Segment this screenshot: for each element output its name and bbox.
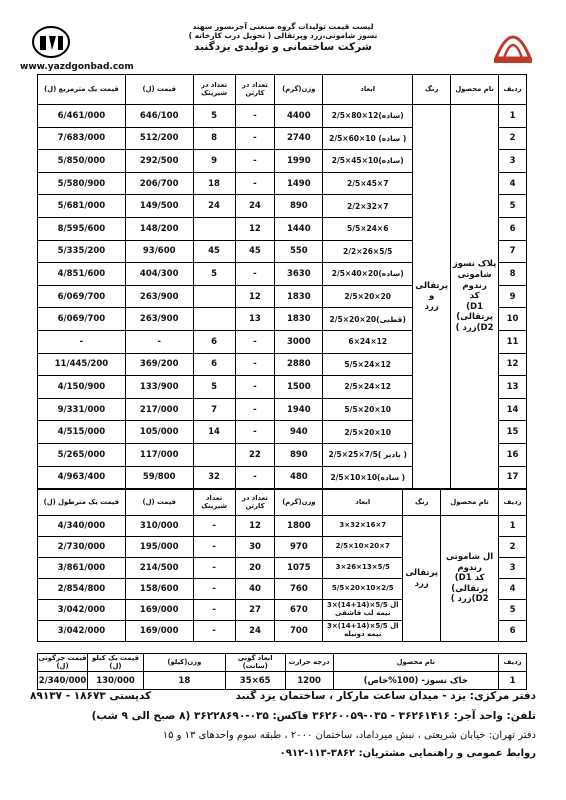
cell-dims: 3×(14+14)×5/5 ال نیمه دونیله bbox=[323, 621, 403, 642]
table-header-row bbox=[38, 490, 527, 516]
cell-carton: 12 bbox=[235, 217, 275, 240]
product-name-line: پلاک نسوز bbox=[452, 259, 497, 270]
col-product: نام محصول bbox=[451, 75, 499, 105]
cell-price: 59/800 bbox=[125, 466, 193, 489]
cell-strip: - bbox=[193, 516, 235, 537]
cell-dims: 2/5×80×12(ساده) bbox=[323, 105, 413, 128]
cell-price: 169/000 bbox=[125, 600, 193, 621]
cell-row: 5 bbox=[499, 195, 527, 218]
cell-price-kg: 130/000 bbox=[88, 672, 144, 690]
cell-price: 214/500 bbox=[125, 558, 193, 579]
cell-dims: 2/5×20×20 bbox=[323, 285, 413, 308]
cell-row: 7 bbox=[499, 240, 527, 263]
cell-price-m: 6/461/000 bbox=[38, 105, 126, 128]
cell-weight: 970 bbox=[275, 537, 323, 558]
col-product: نام محصول bbox=[333, 654, 499, 672]
cell-product bbox=[451, 105, 499, 489]
color-name-line: پرتقالی bbox=[405, 567, 439, 578]
iso-standard-logo-icon bbox=[30, 24, 72, 60]
cell-weight: 1440 bbox=[275, 217, 323, 240]
product-name-line: ال شاموتی bbox=[446, 551, 494, 562]
cell-price-m: 4/340/000 bbox=[38, 516, 126, 537]
yazdgonbad-logo-icon bbox=[488, 20, 538, 66]
cell-strip: 6 bbox=[193, 330, 235, 353]
col-price-m: قیمت یک مترطول (ل) bbox=[38, 490, 126, 516]
cell-strip: - bbox=[193, 537, 235, 558]
color-name-line: زرد bbox=[424, 301, 439, 312]
cell-dims: 2/5×45×10(ساده) bbox=[323, 150, 413, 173]
cell-dims: 3×(14+14)×5/5 ال نیمه لب قاشقی bbox=[323, 600, 403, 621]
cell-weight: 3000 bbox=[275, 330, 323, 353]
head-office-address: دفتر مرکزی: یزد - میدان ساعت مارکار ، ساختمان یزد گنبد bbox=[235, 690, 536, 702]
cell-strip bbox=[193, 308, 235, 331]
cell-price: 195/000 bbox=[125, 537, 193, 558]
col-price-bag: قیمت جرگونی (ل) bbox=[38, 654, 87, 670]
cell-dims: 5/5×24×12 bbox=[323, 353, 413, 376]
col-deg: درجه حرارت bbox=[285, 654, 333, 672]
cell-weight: 1800 bbox=[275, 516, 323, 537]
col-carton: تعداد در کارتن bbox=[235, 490, 275, 516]
cell-dims: 3×26×13×5/5 bbox=[323, 558, 403, 579]
cell-row: 12 bbox=[499, 353, 527, 376]
cell-dims: 6×24×12 bbox=[323, 330, 413, 353]
cell-row: 15 bbox=[499, 421, 527, 444]
cell-price-m: - bbox=[38, 330, 126, 353]
cell-price-m: 4/515/000 bbox=[38, 421, 126, 444]
color-name-line: زرد bbox=[414, 578, 429, 589]
cell-row: 6 bbox=[499, 621, 527, 642]
cell-strip: 7 bbox=[193, 398, 235, 421]
col-dims: ابعاد bbox=[323, 490, 403, 516]
cell-price-m: 2/730/000 bbox=[38, 537, 126, 558]
cell-price-m: 4/963/400 bbox=[38, 466, 126, 489]
cell-carton: 30 bbox=[235, 537, 275, 558]
color-name-line: پرتقالی bbox=[415, 280, 449, 291]
cell-strip: - bbox=[193, 600, 235, 621]
cell-dims: 2/5×45×7 bbox=[323, 172, 413, 195]
cell-price-m: 3/042/000 bbox=[38, 600, 126, 621]
fireclay-price-table bbox=[37, 653, 527, 690]
cell-carton: - bbox=[235, 150, 275, 173]
cell-price-m: 8/595/600 bbox=[38, 217, 126, 240]
product-name-line: رندوم bbox=[462, 280, 487, 291]
corner-price-table bbox=[37, 489, 527, 642]
cell-dims: 2/5×10×20×7 bbox=[323, 537, 403, 558]
cell-weight: 1830 bbox=[275, 285, 323, 308]
postal-code: کدپستی ۱۸۶۷۳ - ۸۹۱۳۷ bbox=[30, 690, 152, 702]
cell-row: 4 bbox=[499, 172, 527, 195]
cell-price: 263/900 bbox=[125, 285, 193, 308]
cell-color bbox=[413, 105, 451, 489]
cell-weight: 700 bbox=[275, 621, 323, 642]
cell-row: 17 bbox=[499, 466, 527, 489]
cell-price: 292/500 bbox=[125, 150, 193, 173]
cell-carton: - bbox=[235, 263, 275, 286]
table-row bbox=[38, 672, 527, 690]
col-weight: وزن(کیلو) bbox=[143, 654, 225, 672]
cell-dims: 3×32×16×7 bbox=[323, 516, 403, 537]
cell-row: 14 bbox=[499, 398, 527, 421]
cell-dims: 2/2×32×7 bbox=[323, 195, 413, 218]
cell-dims: 2/2×26×5/5 bbox=[323, 240, 413, 263]
cell-price: 512/200 bbox=[125, 127, 193, 150]
cell-price: - bbox=[125, 330, 193, 353]
cell-weight: 760 bbox=[275, 579, 323, 600]
cell-color bbox=[403, 516, 441, 642]
col-row: ردیف bbox=[499, 654, 527, 672]
cell-price-m: 9/331/000 bbox=[38, 398, 126, 421]
cell-price-m: 11/445/200 bbox=[38, 353, 126, 376]
table-header-row bbox=[38, 75, 527, 105]
cell-dims: 2/5×25×7/5( بادبر ) bbox=[323, 443, 413, 466]
cell-strip: 14 bbox=[193, 421, 235, 444]
cell-carton: 40 bbox=[235, 579, 275, 600]
col-color: رنگ bbox=[413, 75, 451, 105]
cell-strip: 6 bbox=[193, 353, 235, 376]
cell-price-m: 6/069/700 bbox=[38, 308, 126, 331]
cell-price: 263/900 bbox=[125, 308, 193, 331]
cell-price-m: 3/042/000 bbox=[38, 621, 126, 642]
cell-price: 93/600 bbox=[125, 240, 193, 263]
cell-deg: 1200 bbox=[285, 672, 333, 690]
cell-weight: 550 bbox=[275, 240, 323, 263]
cell-strip: 32 bbox=[193, 466, 235, 489]
cell-price: 310/000 bbox=[125, 516, 193, 537]
cell-weight: 3630 bbox=[275, 263, 323, 286]
cell-carton: 45 bbox=[235, 240, 275, 263]
product-name-line: D2)زرد ) bbox=[455, 323, 494, 334]
cell-price-m: 5/580/900 bbox=[38, 172, 126, 195]
cell-carton: 12 bbox=[235, 285, 275, 308]
cell-carton: 24 bbox=[235, 195, 275, 218]
cell-price: 169/000 bbox=[125, 621, 193, 642]
cell-price-bag: 2/340/000 bbox=[38, 672, 88, 690]
header-text bbox=[90, 22, 476, 54]
cell-weight: 2740 bbox=[275, 127, 323, 150]
cell-price-m: 4/851/600 bbox=[38, 263, 126, 286]
product-name-line: کد D1) bbox=[454, 573, 485, 584]
cell-row: 13 bbox=[499, 376, 527, 399]
header-line-1: لیست قیمت تولیدات گروه صنعتی آجرنسوز سهند bbox=[192, 22, 374, 31]
cell-weight: 1490 bbox=[275, 172, 323, 195]
contact-footer bbox=[30, 690, 536, 766]
page-header bbox=[20, 20, 546, 72]
col-carton: تعداد در کارتن bbox=[235, 75, 275, 105]
cell-weight: 480 bbox=[275, 466, 323, 489]
col-row: ردیف bbox=[499, 75, 527, 105]
cell-row: 9 bbox=[499, 285, 527, 308]
cell-row: 11 bbox=[499, 330, 527, 353]
header-line-2: نسوز شاموتی،زرد وپرتقالی ( تحویل درب کارخانه ) bbox=[188, 31, 378, 41]
cell-carton: - bbox=[235, 466, 275, 489]
col-color: رنگ bbox=[403, 490, 441, 516]
cell-weight: 670 bbox=[275, 600, 323, 621]
cell-row: 2 bbox=[499, 537, 527, 558]
cell-row: 2 bbox=[499, 127, 527, 150]
cell-price-m: 5/850/000 bbox=[38, 150, 126, 173]
cell-weight: 940 bbox=[275, 421, 323, 444]
cell-carton: - bbox=[235, 376, 275, 399]
cell-carton: 22 bbox=[235, 443, 275, 466]
cell-carton: 13 bbox=[235, 308, 275, 331]
cell-row: 1 bbox=[499, 516, 527, 537]
col-price: قیمت (ل) bbox=[125, 490, 193, 516]
cell-row: 16 bbox=[499, 443, 527, 466]
cell-strip: 8 bbox=[193, 127, 235, 150]
cell-carton: - bbox=[235, 127, 275, 150]
cell-strip bbox=[193, 217, 235, 240]
cell-price-m: 6/069/700 bbox=[38, 285, 126, 308]
cell-product bbox=[441, 516, 499, 642]
cell-product: خاک نسوز- (100%خاص) bbox=[333, 672, 499, 690]
cell-carton: 24 bbox=[235, 621, 275, 642]
cell-dims: 2/5×20×10 bbox=[323, 421, 413, 444]
cell-price-m: 5/681/000 bbox=[38, 195, 126, 218]
cell-price-m: 2/854/800 bbox=[38, 579, 126, 600]
cell-price: 217/000 bbox=[125, 398, 193, 421]
cell-carton: - bbox=[235, 172, 275, 195]
cell-carton: 27 bbox=[235, 600, 275, 621]
cell-dims: 2/5×24×12 bbox=[323, 376, 413, 399]
cell-price: 105/000 bbox=[125, 421, 193, 444]
cell-weight: 2880 bbox=[275, 353, 323, 376]
cell-weight: 1830 bbox=[275, 308, 323, 331]
cell-strip: 18 bbox=[193, 172, 235, 195]
product-name-line: پرتقالی) bbox=[451, 583, 488, 594]
col-product: نام محصول bbox=[441, 490, 499, 516]
cell-row: 3 bbox=[499, 558, 527, 579]
cell-weight: 1500 bbox=[275, 376, 323, 399]
cell-row: 5 bbox=[499, 600, 527, 621]
customer-service-line: روابط عمومی و راهنمایی مشتریان: ۳۸۶۲-۱۱۳-۰۹۱۲ bbox=[279, 748, 536, 759]
cell-strip: 45 bbox=[193, 240, 235, 263]
product-name-line: کد bbox=[469, 291, 480, 302]
cell-price-m: 7/683/000 bbox=[38, 127, 126, 150]
cell-price-m: 5/335/200 bbox=[38, 240, 126, 263]
cell-row: 6 bbox=[499, 217, 527, 240]
product-name-line: D2)زرد ) bbox=[450, 594, 489, 605]
cell-carton: - bbox=[235, 105, 275, 128]
company-name: شرکت ساختمانی و تولیدی یزدگنبد bbox=[194, 40, 372, 53]
product-name-line: D1) bbox=[466, 301, 484, 312]
cell-price-m: 5/265/000 bbox=[38, 443, 126, 466]
cell-row: 10 bbox=[499, 308, 527, 331]
cell-weight: 890 bbox=[275, 195, 323, 218]
col-price-kg: قیمت یک کیلو (ل) bbox=[88, 654, 144, 672]
cell-dims: 2/5×10×10(ساده ) bbox=[323, 466, 413, 489]
cell-price-m: 3/861/000 bbox=[38, 558, 126, 579]
col-dims: ابعاد bbox=[323, 75, 413, 105]
col-weight: وزن(گرم) bbox=[275, 490, 323, 516]
product-name-line: رندوم bbox=[457, 562, 482, 573]
cell-weight: 1075 bbox=[275, 558, 323, 579]
head-office-line bbox=[30, 690, 536, 710]
cell-price: 369/200 bbox=[125, 353, 193, 376]
website-link[interactable]: www.yazdgonbad.com bbox=[20, 62, 134, 72]
col-row: ردیف bbox=[499, 490, 527, 516]
cell-price: 404/300 bbox=[125, 263, 193, 286]
cell-price: 646/100 bbox=[125, 105, 193, 128]
cell-strip: - bbox=[193, 621, 235, 642]
cell-weight: 18 bbox=[143, 672, 225, 690]
cell-dims: 2/5×60×10 (ساده ) bbox=[323, 127, 413, 150]
table-header-row bbox=[38, 654, 527, 672]
cell-carton: - bbox=[235, 330, 275, 353]
cell-carton: - bbox=[235, 353, 275, 376]
cell-weight: 1940 bbox=[275, 398, 323, 421]
cell-price-m: 4/150/900 bbox=[38, 376, 126, 399]
cell-strip: - bbox=[193, 558, 235, 579]
table-row bbox=[38, 105, 527, 128]
tehran-office-line: دفتر تهران: خیابان شریعتی ، نبش میرداماد، ساختمان ۲۰۰۰ ، طبقه سوم واحدهای ۱۳ و ۱۵ bbox=[162, 730, 536, 741]
col-strip: تعداد در شیرینک bbox=[193, 75, 235, 105]
cell-row: 8 bbox=[499, 263, 527, 286]
cell-weight: 4400 bbox=[275, 105, 323, 128]
col-dims: ابعاد گونی (سانت) bbox=[225, 654, 285, 672]
cell-strip: - bbox=[193, 579, 235, 600]
col-price: قیمت (ل) bbox=[125, 75, 193, 105]
cell-strip: 5 bbox=[193, 105, 235, 128]
cell-row: 1 bbox=[499, 672, 527, 690]
cell-dims: 2/5×40×20(ساده) bbox=[323, 263, 413, 286]
color-name-line: و bbox=[429, 291, 435, 302]
cell-strip: 24 bbox=[193, 195, 235, 218]
cell-dims: 5/5×20×10 bbox=[323, 398, 413, 421]
product-name-line: پرتقالی) bbox=[456, 312, 493, 323]
cell-dims: 5/5×24×6 bbox=[323, 217, 413, 240]
cell-price: 158/600 bbox=[125, 579, 193, 600]
cell-weight: 1990 bbox=[275, 150, 323, 173]
cell-price: 149/500 bbox=[125, 195, 193, 218]
cell-price: 133/900 bbox=[125, 376, 193, 399]
cell-price: 117/000 bbox=[125, 443, 193, 466]
cell-dims: 65×35 bbox=[225, 672, 285, 690]
cell-carton: 20 bbox=[235, 558, 275, 579]
product-name-line: شاموتی bbox=[457, 269, 492, 280]
cell-price: 206/700 bbox=[125, 172, 193, 195]
cell-dims: 5/5×20×10×2/5 bbox=[323, 579, 403, 600]
cell-dims: 2/5×20×20(قطبی) bbox=[323, 308, 413, 331]
col-strip: تعداد شیرینک bbox=[193, 490, 235, 516]
phone-line: تلفن: واحد آجر: ۳۶۲۶۱۴۱۶ - ۰۳۵-۳۶۲۶۰۰۵۹ فاکس: ۰۳۵-۳۶۲۲۸۶۹۰ (۸ صبح الی ۹ شب) bbox=[91, 710, 536, 722]
plate-price-table bbox=[37, 74, 527, 489]
col-price-m: قیمت یک مترمربع (ل) bbox=[38, 75, 126, 105]
cell-row: 1 bbox=[499, 105, 527, 128]
cell-carton: 12 bbox=[235, 516, 275, 537]
cell-row: 3 bbox=[499, 150, 527, 173]
cell-strip: 5 bbox=[193, 263, 235, 286]
cell-weight: 890 bbox=[275, 443, 323, 466]
cell-row: 4 bbox=[499, 579, 527, 600]
cell-strip bbox=[193, 443, 235, 466]
table-row bbox=[38, 516, 527, 537]
cell-price: 148/200 bbox=[125, 217, 193, 240]
cell-carton: - bbox=[235, 398, 275, 421]
cell-carton: - bbox=[235, 421, 275, 444]
cell-strip: 5 bbox=[193, 376, 235, 399]
cell-strip bbox=[193, 285, 235, 308]
col-weight: وزن(گرم) bbox=[275, 75, 323, 105]
cell-strip: 9 bbox=[193, 150, 235, 173]
